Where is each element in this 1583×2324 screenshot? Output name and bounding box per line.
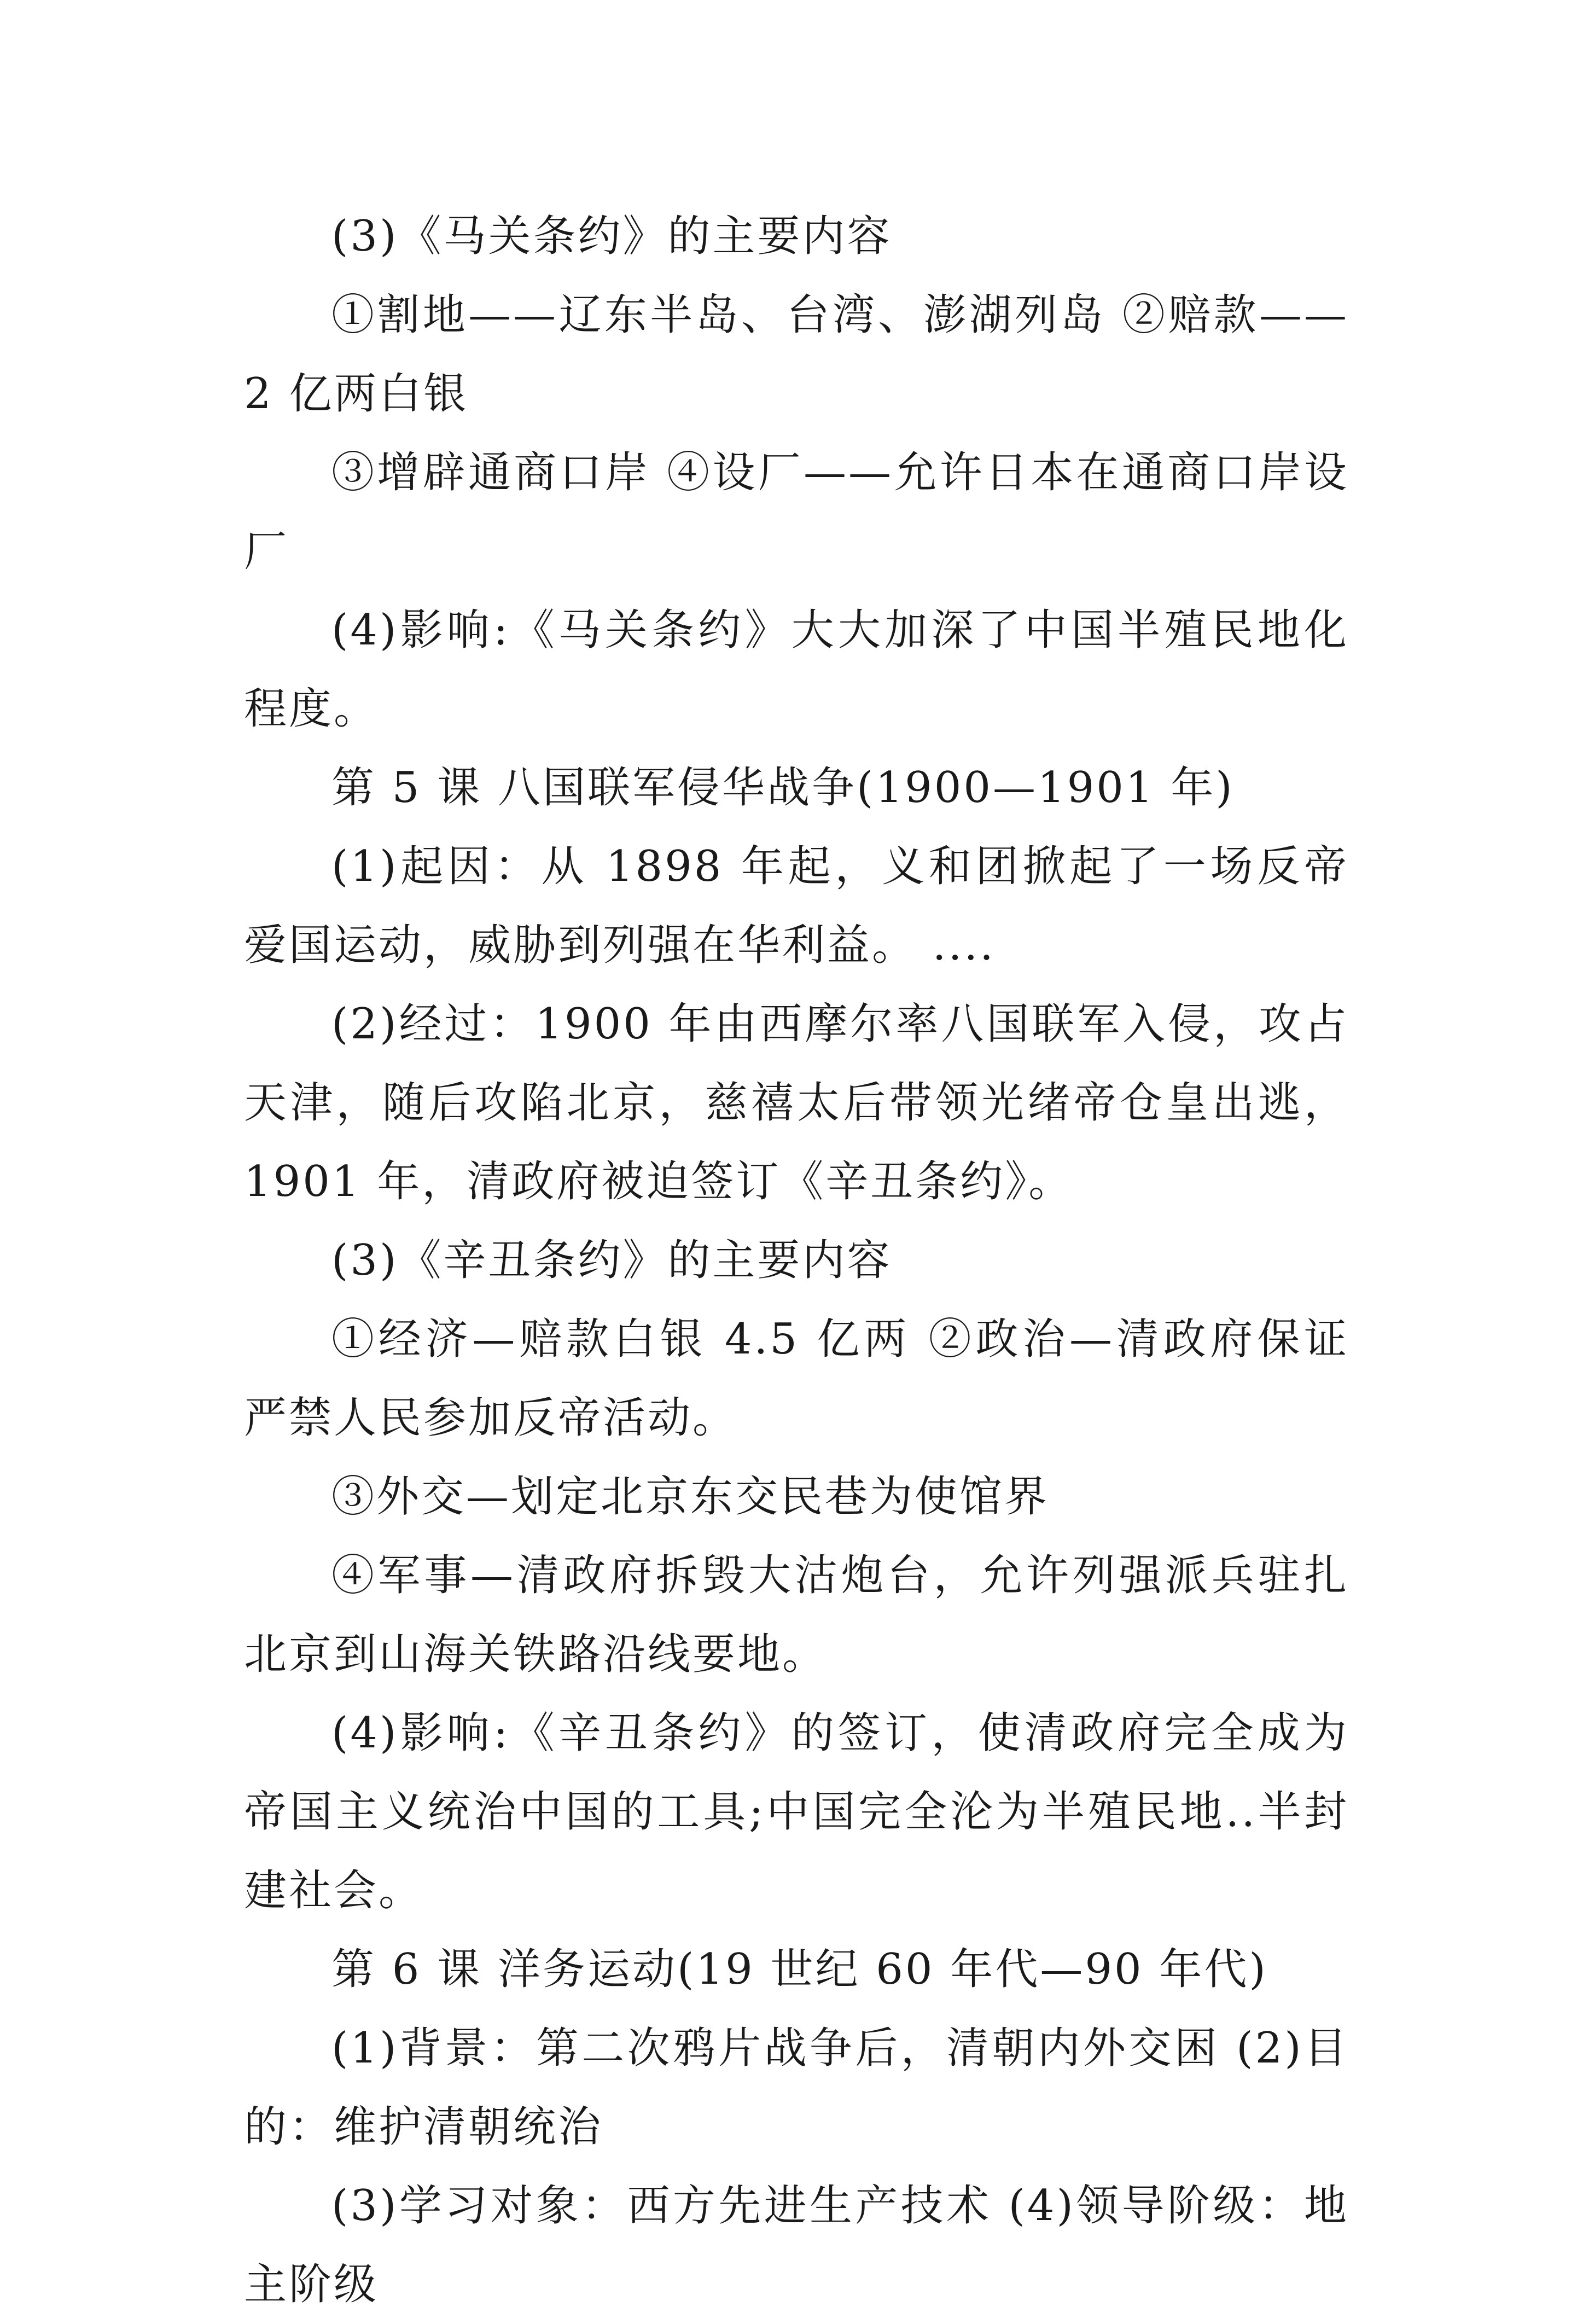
lesson-6-title: 第 6 课 洋务运动(19 世纪 60 年代—90 年代)	[331, 1945, 1268, 1994]
paragraph-shimonoseki-cession-indemnity: ①割地——辽东半岛、台湾、澎湖列岛 ②赔款——2 亿两白银	[244, 290, 1349, 419]
paragraph-shimonoseki-impact: (4)影响:《马关条约》大大加深了中国半殖民地化程度。	[244, 606, 1349, 734]
document-body	[244, 197, 1349, 2324]
paragraph-lesson6-background-purpose: (1)背景：第二次鸦片战争后，清朝内外交困 (2)目的：维护清朝统治	[244, 2024, 1349, 2152]
paragraph-boxer-economy-politics: ①经济—赔款白银 4.5 亿两 ②政治—清政府保证严禁人民参加反帝活动。	[244, 1315, 1349, 1443]
paragraph-boxer-military: ④军事—清政府拆毁大沽炮台，允许列强派兵驻扎北京到山海关铁路沿线要地。	[244, 1551, 1349, 1679]
paragraph-lesson5-cause: (1)起因：从 1898 年起，义和团掀起了一场反帝爱国运动，威胁到列强在华利益。 ....	[244, 842, 1349, 970]
paragraph-boxer-diplomacy: ③外交—划定北京东交民巷为使馆界	[331, 1472, 1050, 1521]
paragraph-lesson6-object-leadership: (3)学习对象：西方先进生产技术 (4)领导阶级：地主阶级	[244, 2181, 1349, 2309]
lesson-5-title: 第 5 课 八国联军侵华战争(1900—1901 年)	[331, 763, 1235, 812]
paragraph-treaty-shimonoseki-heading: (3)《马关条约》的主要内容	[331, 212, 892, 261]
paragraph-lesson5-process: (2)经过：1900 年由西摩尔率八国联军入侵，攻占天津，随后攻陷北京，慈禧太后带领光绪帝仓皇出逃，1901 年，清政府被迫签订《辛丑条约》。	[244, 1000, 1349, 1206]
paragraph-boxer-protocol-heading: (3)《辛丑条约》的主要内容	[331, 1236, 892, 1285]
paragraph-boxer-impact: (4)影响:《辛丑条约》的签订，使清政府完全成为帝国主义统治中国的工具;中国完全沦为半殖民地..半封建社会。	[244, 1709, 1349, 1915]
paragraph-shimonoseki-ports-factories: ③增辟通商口岸 ④设厂——允许日本在通商口岸设厂	[244, 448, 1349, 576]
